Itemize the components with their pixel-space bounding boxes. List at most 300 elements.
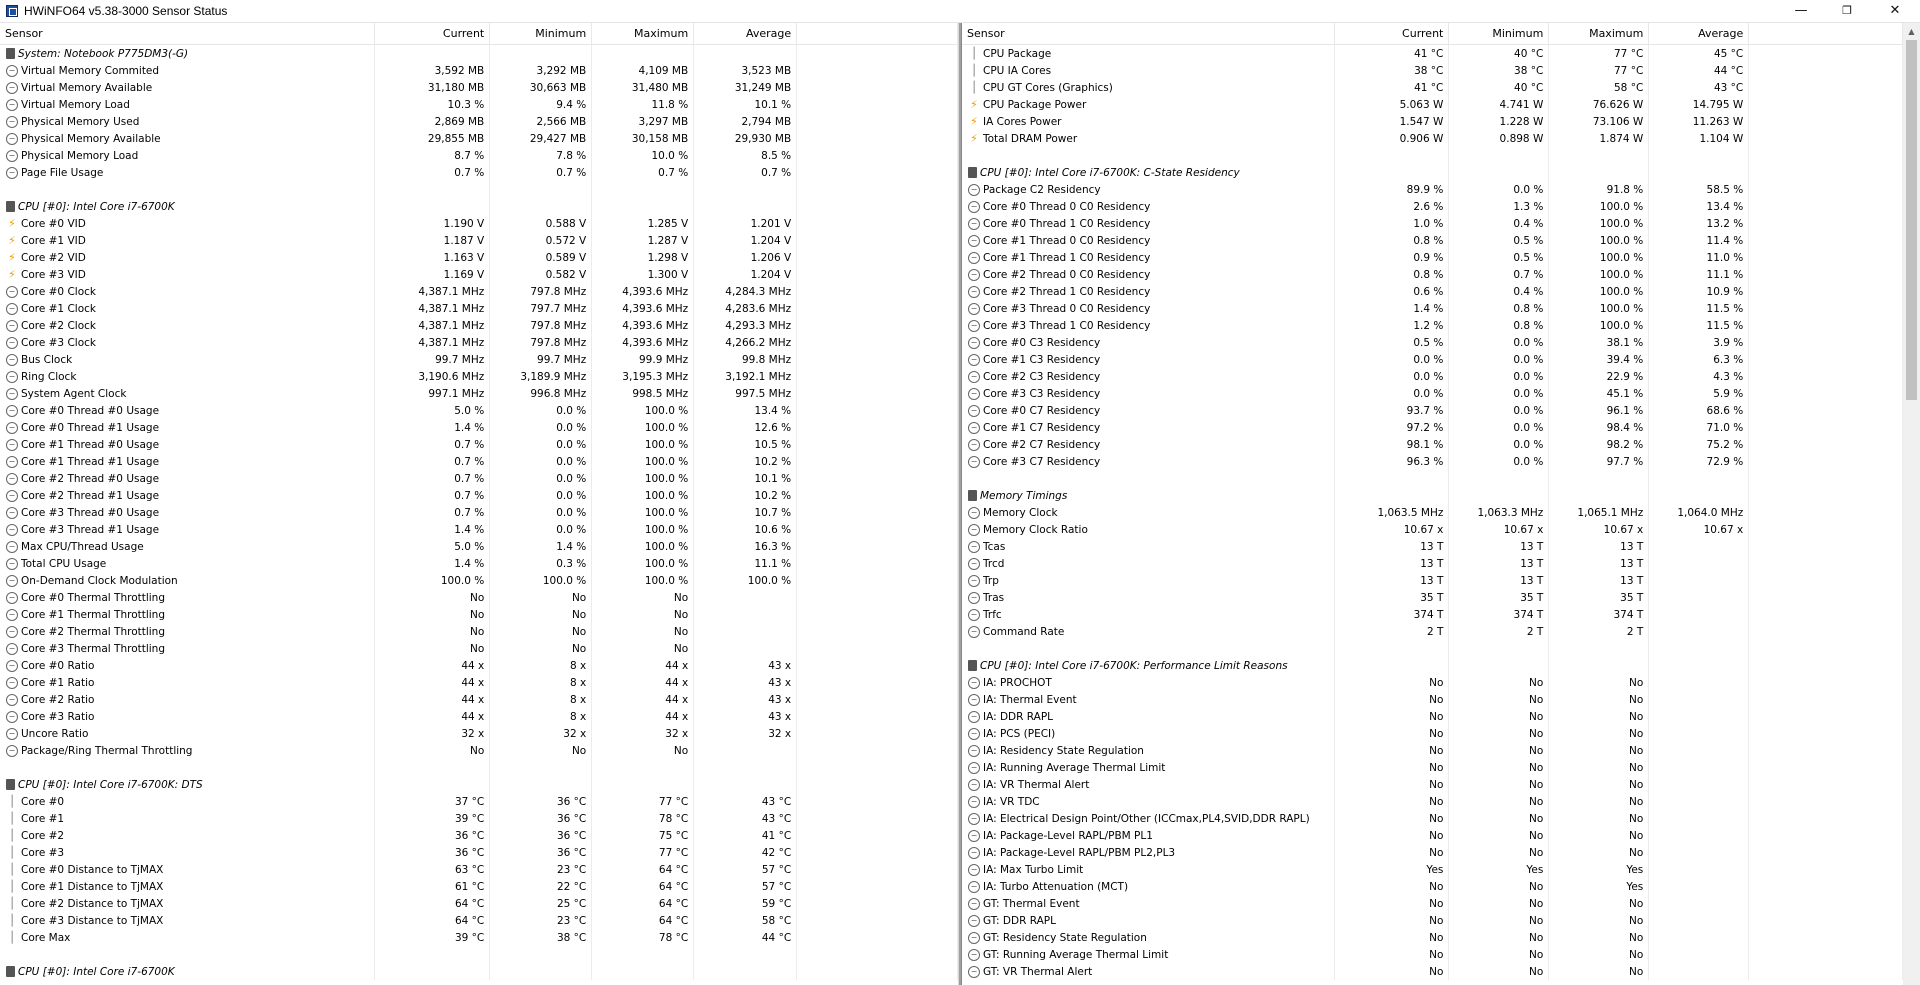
sensor-row[interactable] bbox=[0, 283, 958, 300]
filler-cell bbox=[1749, 45, 1903, 63]
maximum-value: 77 °C bbox=[592, 844, 694, 861]
average-value: 41 °C bbox=[694, 827, 797, 844]
maximum-value: 39.4 % bbox=[1549, 351, 1649, 368]
minimum-value: 13 T bbox=[1449, 572, 1549, 589]
sensor-row[interactable] bbox=[962, 929, 1903, 946]
minimum-value: No bbox=[1449, 929, 1549, 946]
sensor-row[interactable] bbox=[962, 351, 1903, 368]
current-value: 3,592 MB bbox=[375, 62, 490, 79]
sensor-name-cell bbox=[0, 453, 375, 470]
gauge-icon: − bbox=[6, 626, 18, 638]
column-header-average[interactable]: Average bbox=[1649, 23, 1749, 45]
current-value: 99.7 MHz bbox=[375, 351, 490, 368]
sensor-row[interactable] bbox=[0, 266, 958, 283]
sensor-name-cell bbox=[0, 249, 375, 266]
minimum-value: 38 °C bbox=[1449, 62, 1549, 79]
average-value bbox=[1649, 827, 1749, 844]
chip-icon bbox=[6, 48, 15, 59]
sensor-row[interactable] bbox=[0, 130, 958, 147]
minimum-value: No bbox=[490, 589, 592, 606]
sensor-row[interactable] bbox=[0, 300, 958, 317]
sensor-row[interactable] bbox=[0, 640, 958, 657]
sensor-row[interactable] bbox=[0, 487, 958, 504]
sensor-label: Core #3 Thread 1 C0 Residency bbox=[983, 319, 1151, 332]
average-value bbox=[1649, 912, 1749, 929]
filler-cell bbox=[1749, 521, 1903, 538]
column-header-current[interactable]: Current bbox=[1335, 23, 1449, 45]
sensor-row[interactable] bbox=[962, 878, 1903, 895]
average-value bbox=[1649, 963, 1749, 980]
sensor-label: Tras bbox=[983, 591, 1005, 604]
chip-icon bbox=[968, 660, 977, 671]
sensor-row[interactable] bbox=[0, 606, 958, 623]
average-value: 5.9 % bbox=[1649, 385, 1749, 402]
sensor-row[interactable] bbox=[0, 147, 958, 164]
sensor-row[interactable] bbox=[962, 198, 1903, 215]
maximum-value: 3,297 MB bbox=[592, 113, 694, 130]
sensor-table-right bbox=[962, 23, 1903, 980]
current-value: 1.0 % bbox=[1335, 215, 1449, 232]
sensor-row[interactable] bbox=[0, 844, 958, 861]
sensor-row[interactable] bbox=[0, 623, 958, 640]
filler-cell bbox=[797, 861, 958, 878]
sensor-row[interactable] bbox=[962, 368, 1903, 385]
sensor-name-cell bbox=[962, 504, 1335, 521]
spacer-cell bbox=[1335, 640, 1449, 657]
average-value: 4,284.3 MHz bbox=[694, 283, 797, 300]
sensor-row[interactable] bbox=[0, 232, 958, 249]
sensor-row[interactable] bbox=[0, 368, 958, 385]
current-value: No bbox=[1335, 963, 1449, 980]
minimum-value: 22 °C bbox=[490, 878, 592, 895]
sensor-row[interactable] bbox=[0, 215, 958, 232]
minimum-value: 3,292 MB bbox=[490, 62, 592, 79]
minimum-value: 797.7 MHz bbox=[490, 300, 592, 317]
filler-cell bbox=[1749, 759, 1903, 776]
minimum-value: 23 °C bbox=[490, 861, 592, 878]
sensor-row[interactable] bbox=[962, 249, 1903, 266]
sensor-row[interactable] bbox=[962, 419, 1903, 436]
sensor-name-cell bbox=[962, 385, 1335, 402]
current-value: 1.4 % bbox=[375, 555, 490, 572]
current-value: No bbox=[1335, 691, 1449, 708]
sensor-name-cell bbox=[962, 742, 1335, 759]
sensor-row[interactable] bbox=[0, 164, 958, 181]
spacer-row bbox=[962, 470, 1903, 487]
current-value: 0.6 % bbox=[1335, 283, 1449, 300]
sensor-row[interactable] bbox=[0, 793, 958, 810]
current-value: No bbox=[1335, 895, 1449, 912]
sensor-row[interactable] bbox=[962, 589, 1903, 606]
average-value: 10.7 % bbox=[694, 504, 797, 521]
minimum-value: 0.0 % bbox=[1449, 453, 1549, 470]
sensor-row[interactable] bbox=[962, 130, 1903, 147]
sensor-row[interactable] bbox=[962, 827, 1903, 844]
sensor-row[interactable] bbox=[962, 504, 1903, 521]
column-header-current[interactable]: Current bbox=[375, 23, 490, 45]
gauge-icon: − bbox=[6, 422, 18, 434]
current-value: 0.906 W bbox=[1335, 130, 1449, 147]
maximum-value bbox=[592, 963, 694, 980]
sensor-row[interactable] bbox=[0, 810, 958, 827]
average-value: 14.795 W bbox=[1649, 96, 1749, 113]
gauge-icon: − bbox=[968, 541, 980, 553]
sensor-name-cell bbox=[0, 317, 375, 334]
sensor-row[interactable] bbox=[962, 453, 1903, 470]
sensor-row[interactable] bbox=[0, 827, 958, 844]
minimum-value: 0.0 % bbox=[490, 436, 592, 453]
sensor-row[interactable] bbox=[0, 708, 958, 725]
average-value bbox=[1649, 555, 1749, 572]
sensor-row[interactable] bbox=[962, 844, 1903, 861]
column-header-sensor[interactable]: Sensor bbox=[962, 23, 1335, 45]
filler-cell bbox=[797, 555, 958, 572]
sensor-name-cell bbox=[962, 113, 1335, 130]
filler-cell bbox=[1749, 130, 1903, 147]
sensor-row[interactable] bbox=[962, 538, 1903, 555]
average-value: 2,794 MB bbox=[694, 113, 797, 130]
chip-icon bbox=[968, 167, 977, 178]
gauge-icon: − bbox=[968, 830, 980, 842]
sensor-label: Core #0 Thread 1 C0 Residency bbox=[983, 217, 1151, 230]
sensor-label: Core #3 C3 Residency bbox=[983, 387, 1101, 400]
sensor-group-row[interactable] bbox=[962, 657, 1903, 674]
sensor-label: Core #0 C3 Residency bbox=[983, 336, 1101, 349]
minimum-value: No bbox=[1449, 742, 1549, 759]
sensor-row[interactable] bbox=[0, 572, 958, 589]
gauge-icon: − bbox=[6, 694, 18, 706]
sensor-name-cell bbox=[0, 266, 375, 283]
sensor-row[interactable] bbox=[962, 334, 1903, 351]
average-value: 75.2 % bbox=[1649, 436, 1749, 453]
sensor-row[interactable] bbox=[962, 215, 1903, 232]
sensor-row[interactable] bbox=[0, 96, 958, 113]
average-value: 11.1 % bbox=[1649, 266, 1749, 283]
sensor-row[interactable] bbox=[962, 776, 1903, 793]
sensor-label: Core #1 Thread 1 C0 Residency bbox=[983, 251, 1151, 264]
sensor-row[interactable] bbox=[0, 691, 958, 708]
maximum-value: 45.1 % bbox=[1549, 385, 1649, 402]
sensor-row[interactable] bbox=[962, 96, 1903, 113]
vertical-scrollbar[interactable] bbox=[1903, 23, 1920, 985]
current-value: 1.187 V bbox=[375, 232, 490, 249]
sensor-row[interactable] bbox=[962, 572, 1903, 589]
sensor-row[interactable] bbox=[962, 759, 1903, 776]
gauge-icon: − bbox=[968, 915, 980, 927]
current-value: 0.7 % bbox=[375, 436, 490, 453]
sensor-label: Virtual Memory Load bbox=[21, 98, 130, 111]
column-header-minimum[interactable]: Minimum bbox=[490, 23, 592, 45]
sensor-row[interactable] bbox=[962, 555, 1903, 572]
average-value: 43 °C bbox=[694, 810, 797, 827]
maximum-value: 44 x bbox=[592, 708, 694, 725]
maximum-value: 10.67 x bbox=[1549, 521, 1649, 538]
maximum-value: 100.0 % bbox=[1549, 266, 1649, 283]
sensor-name-cell bbox=[0, 555, 375, 572]
sensor-row[interactable] bbox=[962, 606, 1903, 623]
minimum-value: No bbox=[1449, 963, 1549, 980]
sensor-row[interactable] bbox=[962, 691, 1903, 708]
sensor-row[interactable] bbox=[962, 623, 1903, 640]
sensor-row[interactable] bbox=[962, 79, 1903, 96]
maximum-value: 22.9 % bbox=[1549, 368, 1649, 385]
minimum-value: 0.0 % bbox=[490, 504, 592, 521]
gauge-icon: − bbox=[968, 558, 980, 570]
spacer-cell bbox=[375, 181, 490, 198]
average-value bbox=[1649, 793, 1749, 810]
sensor-row[interactable] bbox=[0, 317, 958, 334]
sensor-name-cell bbox=[0, 232, 375, 249]
gauge-icon: − bbox=[968, 320, 980, 332]
spacer-cell bbox=[592, 946, 694, 963]
minimum-value: 0.0 % bbox=[1449, 402, 1549, 419]
sensor-row[interactable] bbox=[0, 385, 958, 402]
sensor-row[interactable] bbox=[0, 929, 958, 946]
filler-cell bbox=[797, 487, 958, 504]
current-value: No bbox=[1335, 776, 1449, 793]
lightning-icon: ⚡ bbox=[8, 267, 16, 281]
column-header-minimum[interactable]: Minimum bbox=[1449, 23, 1549, 45]
average-value: 10.5 % bbox=[694, 436, 797, 453]
sensor-row[interactable] bbox=[0, 538, 958, 555]
sensor-row[interactable] bbox=[962, 521, 1903, 538]
maximum-value: 30,158 MB bbox=[592, 130, 694, 147]
sensor-name-cell bbox=[0, 929, 375, 946]
sensor-row[interactable] bbox=[962, 793, 1903, 810]
sensor-name-cell bbox=[0, 436, 375, 453]
sensor-name-cell bbox=[0, 963, 375, 980]
sensor-row[interactable] bbox=[962, 963, 1903, 980]
sensor-label: Ring Clock bbox=[21, 370, 77, 383]
sensor-row[interactable] bbox=[0, 674, 958, 691]
sensor-row[interactable] bbox=[0, 351, 958, 368]
gauge-icon: − bbox=[968, 711, 980, 723]
sensor-group-row[interactable] bbox=[0, 45, 958, 63]
gauge-icon: − bbox=[968, 456, 980, 468]
sensor-row[interactable] bbox=[962, 113, 1903, 130]
filler-cell bbox=[797, 538, 958, 555]
lightning-icon: ⚡ bbox=[970, 131, 978, 145]
average-value: 57 °C bbox=[694, 861, 797, 878]
gauge-icon: − bbox=[968, 524, 980, 536]
sensor-label: IA: Package-Level RAPL/PBM PL2,PL3 bbox=[983, 846, 1176, 859]
sensor-row[interactable] bbox=[0, 334, 958, 351]
sensor-name-cell bbox=[0, 674, 375, 691]
sensor-row[interactable] bbox=[0, 725, 958, 742]
filler-cell bbox=[1749, 351, 1903, 368]
sensor-row[interactable] bbox=[0, 79, 958, 96]
current-value: 13 T bbox=[1335, 555, 1449, 572]
minimum-value: 8 x bbox=[490, 691, 592, 708]
filler-cell bbox=[797, 402, 958, 419]
sensor-name-cell bbox=[962, 963, 1335, 980]
sensor-name-cell bbox=[0, 62, 375, 79]
sensor-row[interactable] bbox=[0, 113, 958, 130]
filler-cell bbox=[797, 827, 958, 844]
scrollbar-thumb[interactable] bbox=[1906, 40, 1917, 400]
sensor-label: Core #2 C3 Residency bbox=[983, 370, 1101, 383]
current-value: 4,387.1 MHz bbox=[375, 334, 490, 351]
minimize-button[interactable]: — bbox=[1794, 3, 1808, 18]
sensor-label: Core #2 Thread #1 Usage bbox=[21, 489, 160, 502]
sensor-name-cell bbox=[962, 130, 1335, 147]
filler-cell bbox=[1749, 623, 1903, 640]
current-value: 0.7 % bbox=[375, 487, 490, 504]
sensor-row[interactable] bbox=[0, 555, 958, 572]
sensor-group-row[interactable] bbox=[962, 487, 1903, 504]
sensor-row[interactable] bbox=[0, 589, 958, 606]
average-value bbox=[1649, 776, 1749, 793]
sensor-name-cell bbox=[0, 45, 375, 63]
maximum-value: 100.0 % bbox=[592, 436, 694, 453]
column-header-sensor[interactable]: Sensor bbox=[0, 23, 375, 45]
gauge-icon: − bbox=[6, 558, 18, 570]
maximum-value: 73.106 W bbox=[1549, 113, 1649, 130]
sensor-row[interactable] bbox=[962, 708, 1903, 725]
sensor-name-cell bbox=[962, 232, 1335, 249]
sensor-label: Core #0 Thermal Throttling bbox=[21, 591, 166, 604]
maximize-button[interactable]: ❐ bbox=[1842, 4, 1852, 17]
current-value: 64 °C bbox=[375, 912, 490, 929]
sensor-name-cell bbox=[962, 623, 1335, 640]
filler-cell bbox=[1749, 844, 1903, 861]
sensor-row[interactable] bbox=[962, 946, 1903, 963]
gauge-icon: − bbox=[968, 677, 980, 689]
sensor-row[interactable] bbox=[0, 402, 958, 419]
maximum-value: 100.0 % bbox=[592, 521, 694, 538]
average-value: 45 °C bbox=[1649, 45, 1749, 63]
spacer-cell bbox=[592, 759, 694, 776]
sensor-row[interactable] bbox=[0, 249, 958, 266]
sensor-row[interactable] bbox=[0, 453, 958, 470]
sensor-row[interactable] bbox=[0, 470, 958, 487]
sensor-name-cell bbox=[962, 844, 1335, 861]
sensor-row[interactable] bbox=[962, 300, 1903, 317]
filler-cell bbox=[797, 810, 958, 827]
sensor-row[interactable] bbox=[0, 912, 958, 929]
filler-cell bbox=[1749, 657, 1903, 674]
sensor-row[interactable] bbox=[962, 912, 1903, 929]
gauge-icon: − bbox=[968, 439, 980, 451]
sensor-row[interactable] bbox=[0, 861, 958, 878]
sensor-row[interactable] bbox=[962, 436, 1903, 453]
sensor-label: Trfc bbox=[983, 608, 1002, 621]
sensor-row[interactable] bbox=[0, 878, 958, 895]
current-value bbox=[1335, 487, 1449, 504]
sensor-name-cell bbox=[962, 521, 1335, 538]
sensor-row[interactable] bbox=[962, 385, 1903, 402]
minimum-value: No bbox=[1449, 708, 1549, 725]
filler-cell bbox=[1749, 878, 1903, 895]
current-value: 1.163 V bbox=[375, 249, 490, 266]
sensor-row[interactable] bbox=[962, 725, 1903, 742]
column-header-average[interactable]: Average bbox=[694, 23, 797, 45]
sensor-label: Core Max bbox=[21, 931, 71, 944]
filler-cell bbox=[797, 368, 958, 385]
sensor-row[interactable] bbox=[962, 283, 1903, 300]
filler-cell bbox=[797, 657, 958, 674]
average-value: 1.104 W bbox=[1649, 130, 1749, 147]
filler-cell bbox=[797, 266, 958, 283]
sensor-row[interactable] bbox=[0, 742, 958, 759]
sensor-row[interactable] bbox=[0, 62, 958, 79]
gauge-icon: − bbox=[968, 864, 980, 876]
sensor-group-row[interactable] bbox=[0, 776, 958, 793]
sensor-row[interactable] bbox=[0, 895, 958, 912]
gauge-icon: − bbox=[968, 609, 980, 621]
filler-cell bbox=[1749, 113, 1903, 130]
average-value bbox=[694, 623, 797, 640]
sensor-row[interactable] bbox=[0, 657, 958, 674]
average-value: 57 °C bbox=[694, 878, 797, 895]
sensor-row[interactable] bbox=[962, 674, 1903, 691]
sensor-row[interactable] bbox=[962, 895, 1903, 912]
sensor-row[interactable] bbox=[962, 266, 1903, 283]
filler-cell bbox=[797, 436, 958, 453]
current-value: 89.9 % bbox=[1335, 181, 1449, 198]
filler-cell bbox=[1749, 368, 1903, 385]
minimum-value bbox=[1449, 657, 1549, 674]
gauge-icon: − bbox=[6, 456, 18, 468]
maximum-value: 100.0 % bbox=[1549, 283, 1649, 300]
sensor-row[interactable] bbox=[962, 232, 1903, 249]
current-value: 4,387.1 MHz bbox=[375, 317, 490, 334]
sensor-group-row[interactable] bbox=[0, 963, 958, 980]
sensor-label: Core #2 bbox=[21, 829, 65, 842]
sensor-row[interactable] bbox=[0, 521, 958, 538]
current-value: 0.5 % bbox=[1335, 334, 1449, 351]
column-header-maximum[interactable]: Maximum bbox=[592, 23, 694, 45]
average-value: 32 x bbox=[694, 725, 797, 742]
sensor-label: CPU Package Power bbox=[983, 98, 1087, 111]
sensor-group-row[interactable] bbox=[0, 198, 958, 215]
scroll-up-arrow-icon[interactable]: ▲ bbox=[1908, 27, 1915, 36]
sensor-row[interactable] bbox=[962, 62, 1903, 79]
sensor-row[interactable] bbox=[0, 419, 958, 436]
sensor-row[interactable] bbox=[0, 436, 958, 453]
minimum-value: 0.4 % bbox=[1449, 215, 1549, 232]
sensor-row[interactable] bbox=[962, 402, 1903, 419]
sensor-row[interactable] bbox=[0, 504, 958, 521]
current-value: 0.0 % bbox=[1335, 385, 1449, 402]
minimum-value: 35 T bbox=[1449, 589, 1549, 606]
average-value bbox=[1649, 623, 1749, 640]
sensor-row[interactable] bbox=[962, 742, 1903, 759]
sensor-row[interactable] bbox=[962, 810, 1903, 827]
sensor-group-row[interactable] bbox=[962, 164, 1903, 181]
sensor-label: Physical Memory Load bbox=[21, 149, 139, 162]
current-value: No bbox=[1335, 793, 1449, 810]
filler-cell bbox=[797, 708, 958, 725]
column-header-maximum[interactable]: Maximum bbox=[1549, 23, 1649, 45]
sensor-label: CPU [#0]: Intel Core i7-6700K: Performance Limit Reasons bbox=[980, 659, 1288, 672]
minimum-value: 1,063.3 MHz bbox=[1449, 504, 1549, 521]
spacer-cell bbox=[1335, 470, 1449, 487]
sensor-row[interactable] bbox=[962, 317, 1903, 334]
sensor-label: Core #1 VID bbox=[21, 234, 86, 247]
gauge-icon: − bbox=[968, 694, 980, 706]
sensor-name-cell bbox=[0, 470, 375, 487]
current-value: 3,190.6 MHz bbox=[375, 368, 490, 385]
sensor-row[interactable] bbox=[962, 861, 1903, 878]
gauge-icon: − bbox=[968, 201, 980, 213]
sensor-row[interactable] bbox=[962, 45, 1903, 63]
gauge-icon: − bbox=[968, 507, 980, 519]
minimum-value: 0.0 % bbox=[1449, 368, 1549, 385]
close-button[interactable]: ✕ bbox=[1889, 3, 1901, 18]
sensor-row[interactable] bbox=[962, 181, 1903, 198]
minimum-value: No bbox=[1449, 878, 1549, 895]
